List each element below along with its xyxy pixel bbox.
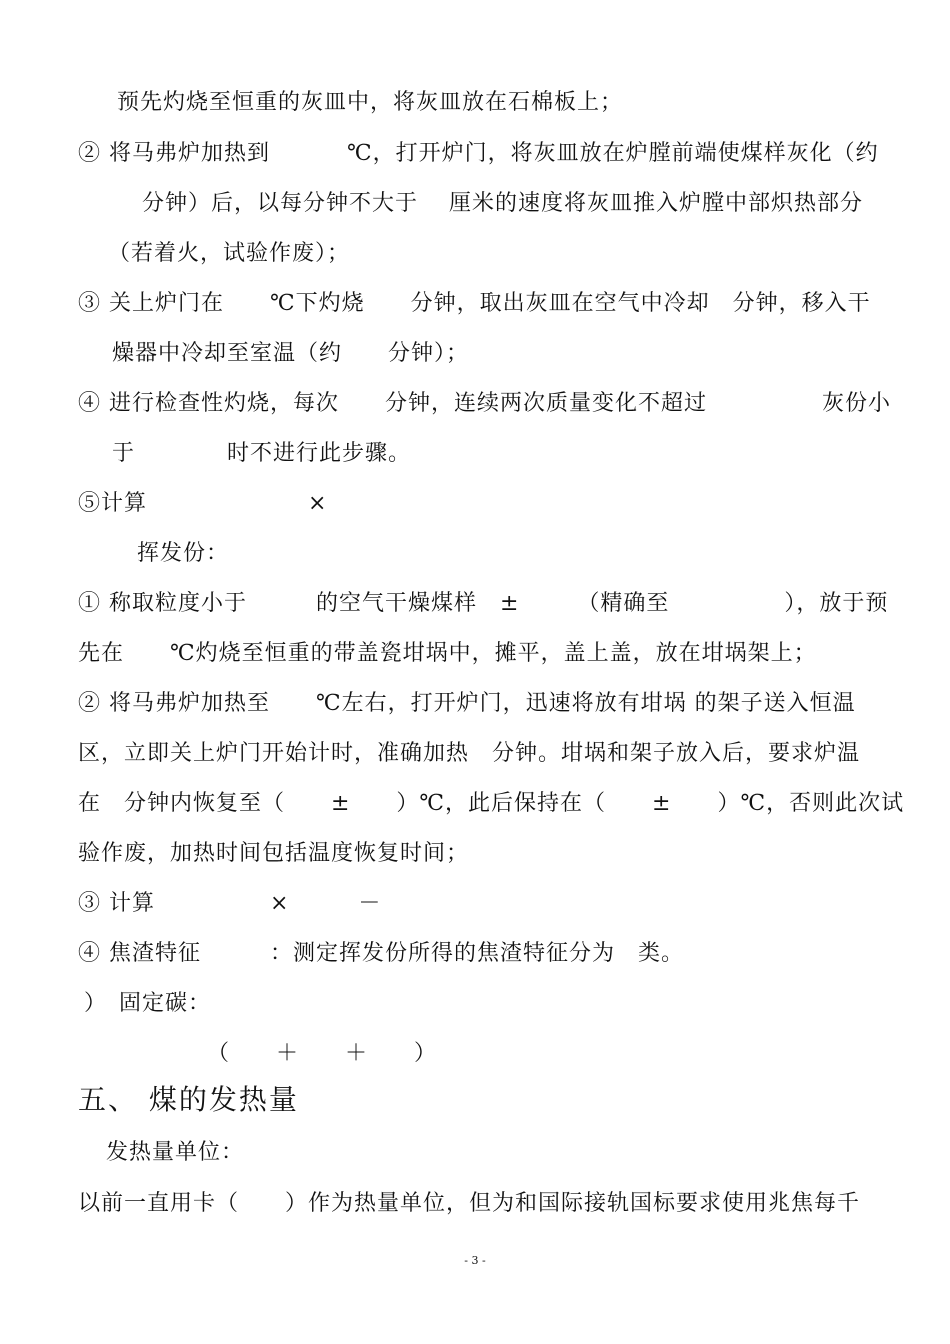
text-line-14: 区，立即关上炉门开始计时，准确加热 分钟。坩埚和架子放入后，要求炉温 xyxy=(78,741,861,766)
text-line-last: 以前一直用卡（ ）作为热量单位，但为和国际接轨国标要求使用兆焦每千 xyxy=(78,1191,861,1216)
text-line-17: ③ 计算 × － xyxy=(78,891,382,916)
text-line-2: ② 将马弗炉加热到 ℃，打开炉门，将灰皿放在炉膛前端使煤样灰化（约 xyxy=(78,141,879,166)
text-line-1: 预先灼烧至恒重的灰皿中，将灰皿放在石棉板上； xyxy=(117,90,624,115)
text-line-13: ② 将马弗炉加热至 ℃左右，打开炉门，迅速将放有坩埚 的架子送入恒温 xyxy=(78,691,856,716)
text-line-3: 分钟）后，以每分钟不大于 厘米的速度将灰皿推入炉膛中部炽热部分 xyxy=(142,191,863,216)
text-line-6: 燥器中冷却至室温（约 分钟）； xyxy=(112,341,470,366)
text-line-7: ④ 进行检查性灼烧，每次 分钟，连续两次质量变化不超过 灰份小 xyxy=(78,391,891,416)
text-line-16: 验作废，加热时间包括温度恢复时间； xyxy=(78,841,470,866)
text-line-11: ① 称取粒度小于 的空气干燥煤样 ± （精确至 ），放于预 xyxy=(78,591,889,616)
text-line-19: ） 固定碳： xyxy=(84,991,212,1016)
section-heading: 五、 煤的发热量 xyxy=(78,1083,299,1116)
text-line-10: 挥发份： xyxy=(137,541,230,566)
page-number: - 3 - xyxy=(464,1254,486,1267)
text-line-18: ④ 焦渣特征 ：测定挥发份所得的焦渣特征分为 类。 xyxy=(78,941,684,966)
subheading: 发热量单位： xyxy=(106,1140,245,1165)
text-line-20: （ ＋ ＋ ） xyxy=(207,1041,438,1066)
text-line-15: 在 分钟内恢复至（ ± ）℃，此后保持在（ ± ）℃，否则此次试 xyxy=(78,791,905,816)
text-line-5: ③ 关上炉门在 ℃下灼烧 分钟，取出灰皿在空气中冷却 分钟，移入干 xyxy=(78,291,871,316)
text-line-4: （若着火，试验作废）； xyxy=(108,241,351,266)
text-line-9: ⑤计算 × xyxy=(78,491,328,516)
text-line-12: 先在 ℃灼烧至恒重的带盖瓷坩埚中，摊平，盖上盖，放在坩埚架上； xyxy=(78,641,817,666)
text-line-8: 于 时不进行此步骤。 xyxy=(112,441,412,466)
